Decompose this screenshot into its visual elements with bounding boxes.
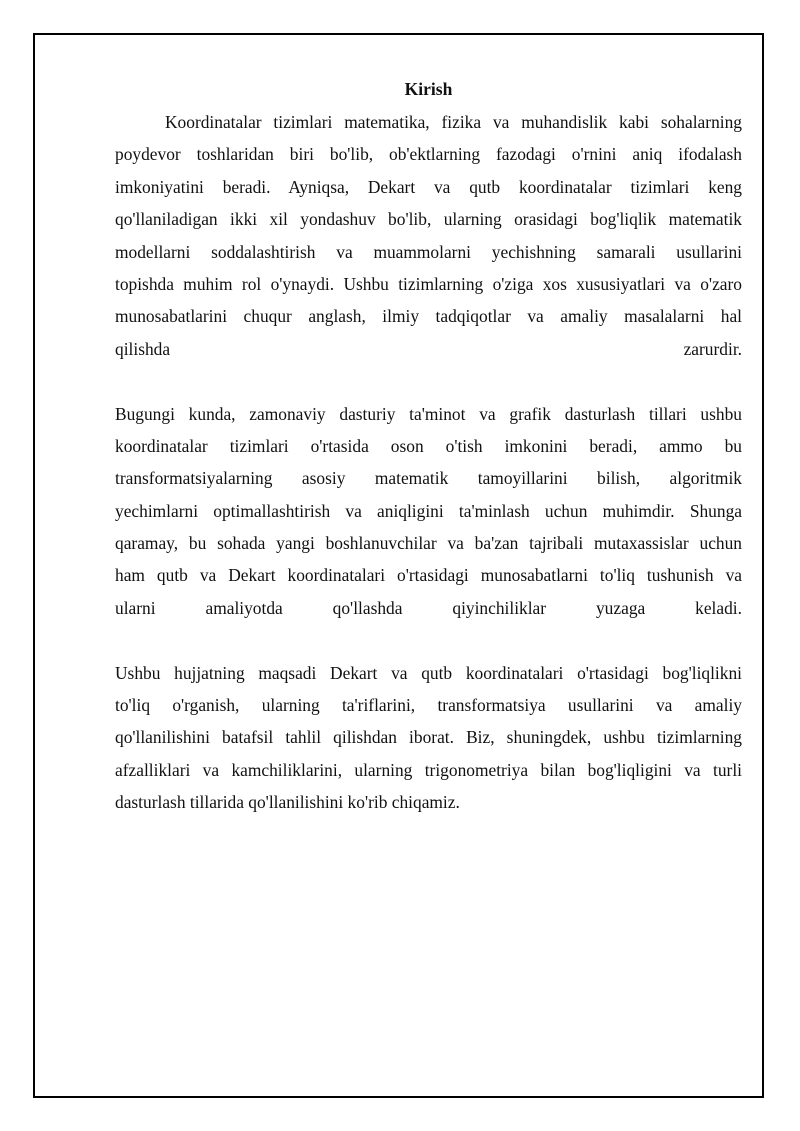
section-heading: Kirish <box>404 79 453 99</box>
paragraph-3 <box>115 657 742 819</box>
paragraph-line: Ushbu hujjatning maqsadi Dekart va qutb koordinatalari o'rtasidagi bog'liqlikni <box>115 662 742 683</box>
paragraph-line: imkoniyatini beradi. Ayniqsa, Dekart va qutb koordinatalar tizimlari keng <box>115 176 742 197</box>
paragraph-line: dasturlash tillarida qo'llanilishini ko'rib chiqamiz. <box>115 792 460 813</box>
paragraph-line: poydevor toshlaridan biri bo'lib, ob'ektlarning fazodagi o'rnini aniq ifodalash <box>115 144 742 165</box>
paragraph-line: Bugungi kunda, zamonaviy dasturiy ta'minot va grafik dasturlash tillari ushbu <box>115 403 742 424</box>
paragraph-line: qo'llanilishini batafsil tahlil qilishdan iborat. Biz, shuningdek, ushbu tizimlarning <box>115 727 742 748</box>
paragraph-line: Koordinatalar tizimlari matematika, fizika va muhandislik kabi sohalarning <box>165 112 742 132</box>
paragraph-spacer <box>115 624 742 656</box>
paragraph-line: to'liq o'rganish, ularning ta'riflarini, transformatsiya usullarini va amaliy <box>115 695 742 716</box>
paragraph-line: qo'llaniladigan ikki xil yondashuv bo'lib, ularning orasidagi bog'liqlik matematik <box>115 209 742 230</box>
paragraph-line: topishda muhim rol o'ynaydi. Ushbu tizimlarning o'ziga xos xususiyatlari va o'zaro <box>115 273 742 294</box>
paragraph-line: yechimlarni optimallashtirish va aniqligini ta'minlash uchun muhimdir. Shunga <box>115 500 742 521</box>
paragraph-line: koordinatalar tizimlari o'rtasida oson o'tish imkonini beradi, ammo bu <box>115 435 742 456</box>
paragraph-1 <box>115 106 742 365</box>
paragraph-line: modellarni soddalashtirish va muammolarni yechishning samarali usullarini <box>115 241 742 262</box>
paragraph-line: qaramay, bu sohada yangi boshlanuvchilar va ba'zan tajribali mutaxassislar uchun <box>115 533 742 554</box>
paragraph-line: ham qutb va Dekart koordinatalari o'rtasidagi munosabatlarni to'liq tushunish va <box>115 565 742 586</box>
document-body <box>115 74 742 819</box>
paragraph-2 <box>115 398 742 625</box>
paragraph-spacer <box>115 365 742 397</box>
paragraph-line: afzalliklari va kamchiliklarini, ularning trigonometriya bilan bog'liqligini va turli <box>115 759 742 780</box>
paragraph-line: ularni amaliyotda qo'llashda qiyinchiliklar yuzaga keladi. <box>115 597 742 618</box>
paragraph-line: transformatsiyalarning asosiy matematik tamoyillarini bilish, algoritmik <box>115 468 742 489</box>
paragraph-line: munosabatlarini chuqur anglash, ilmiy tadqiqotlar va amaliy masalalarni hal <box>115 306 742 327</box>
paragraph-line: qilishda zarurdir. <box>115 338 742 359</box>
